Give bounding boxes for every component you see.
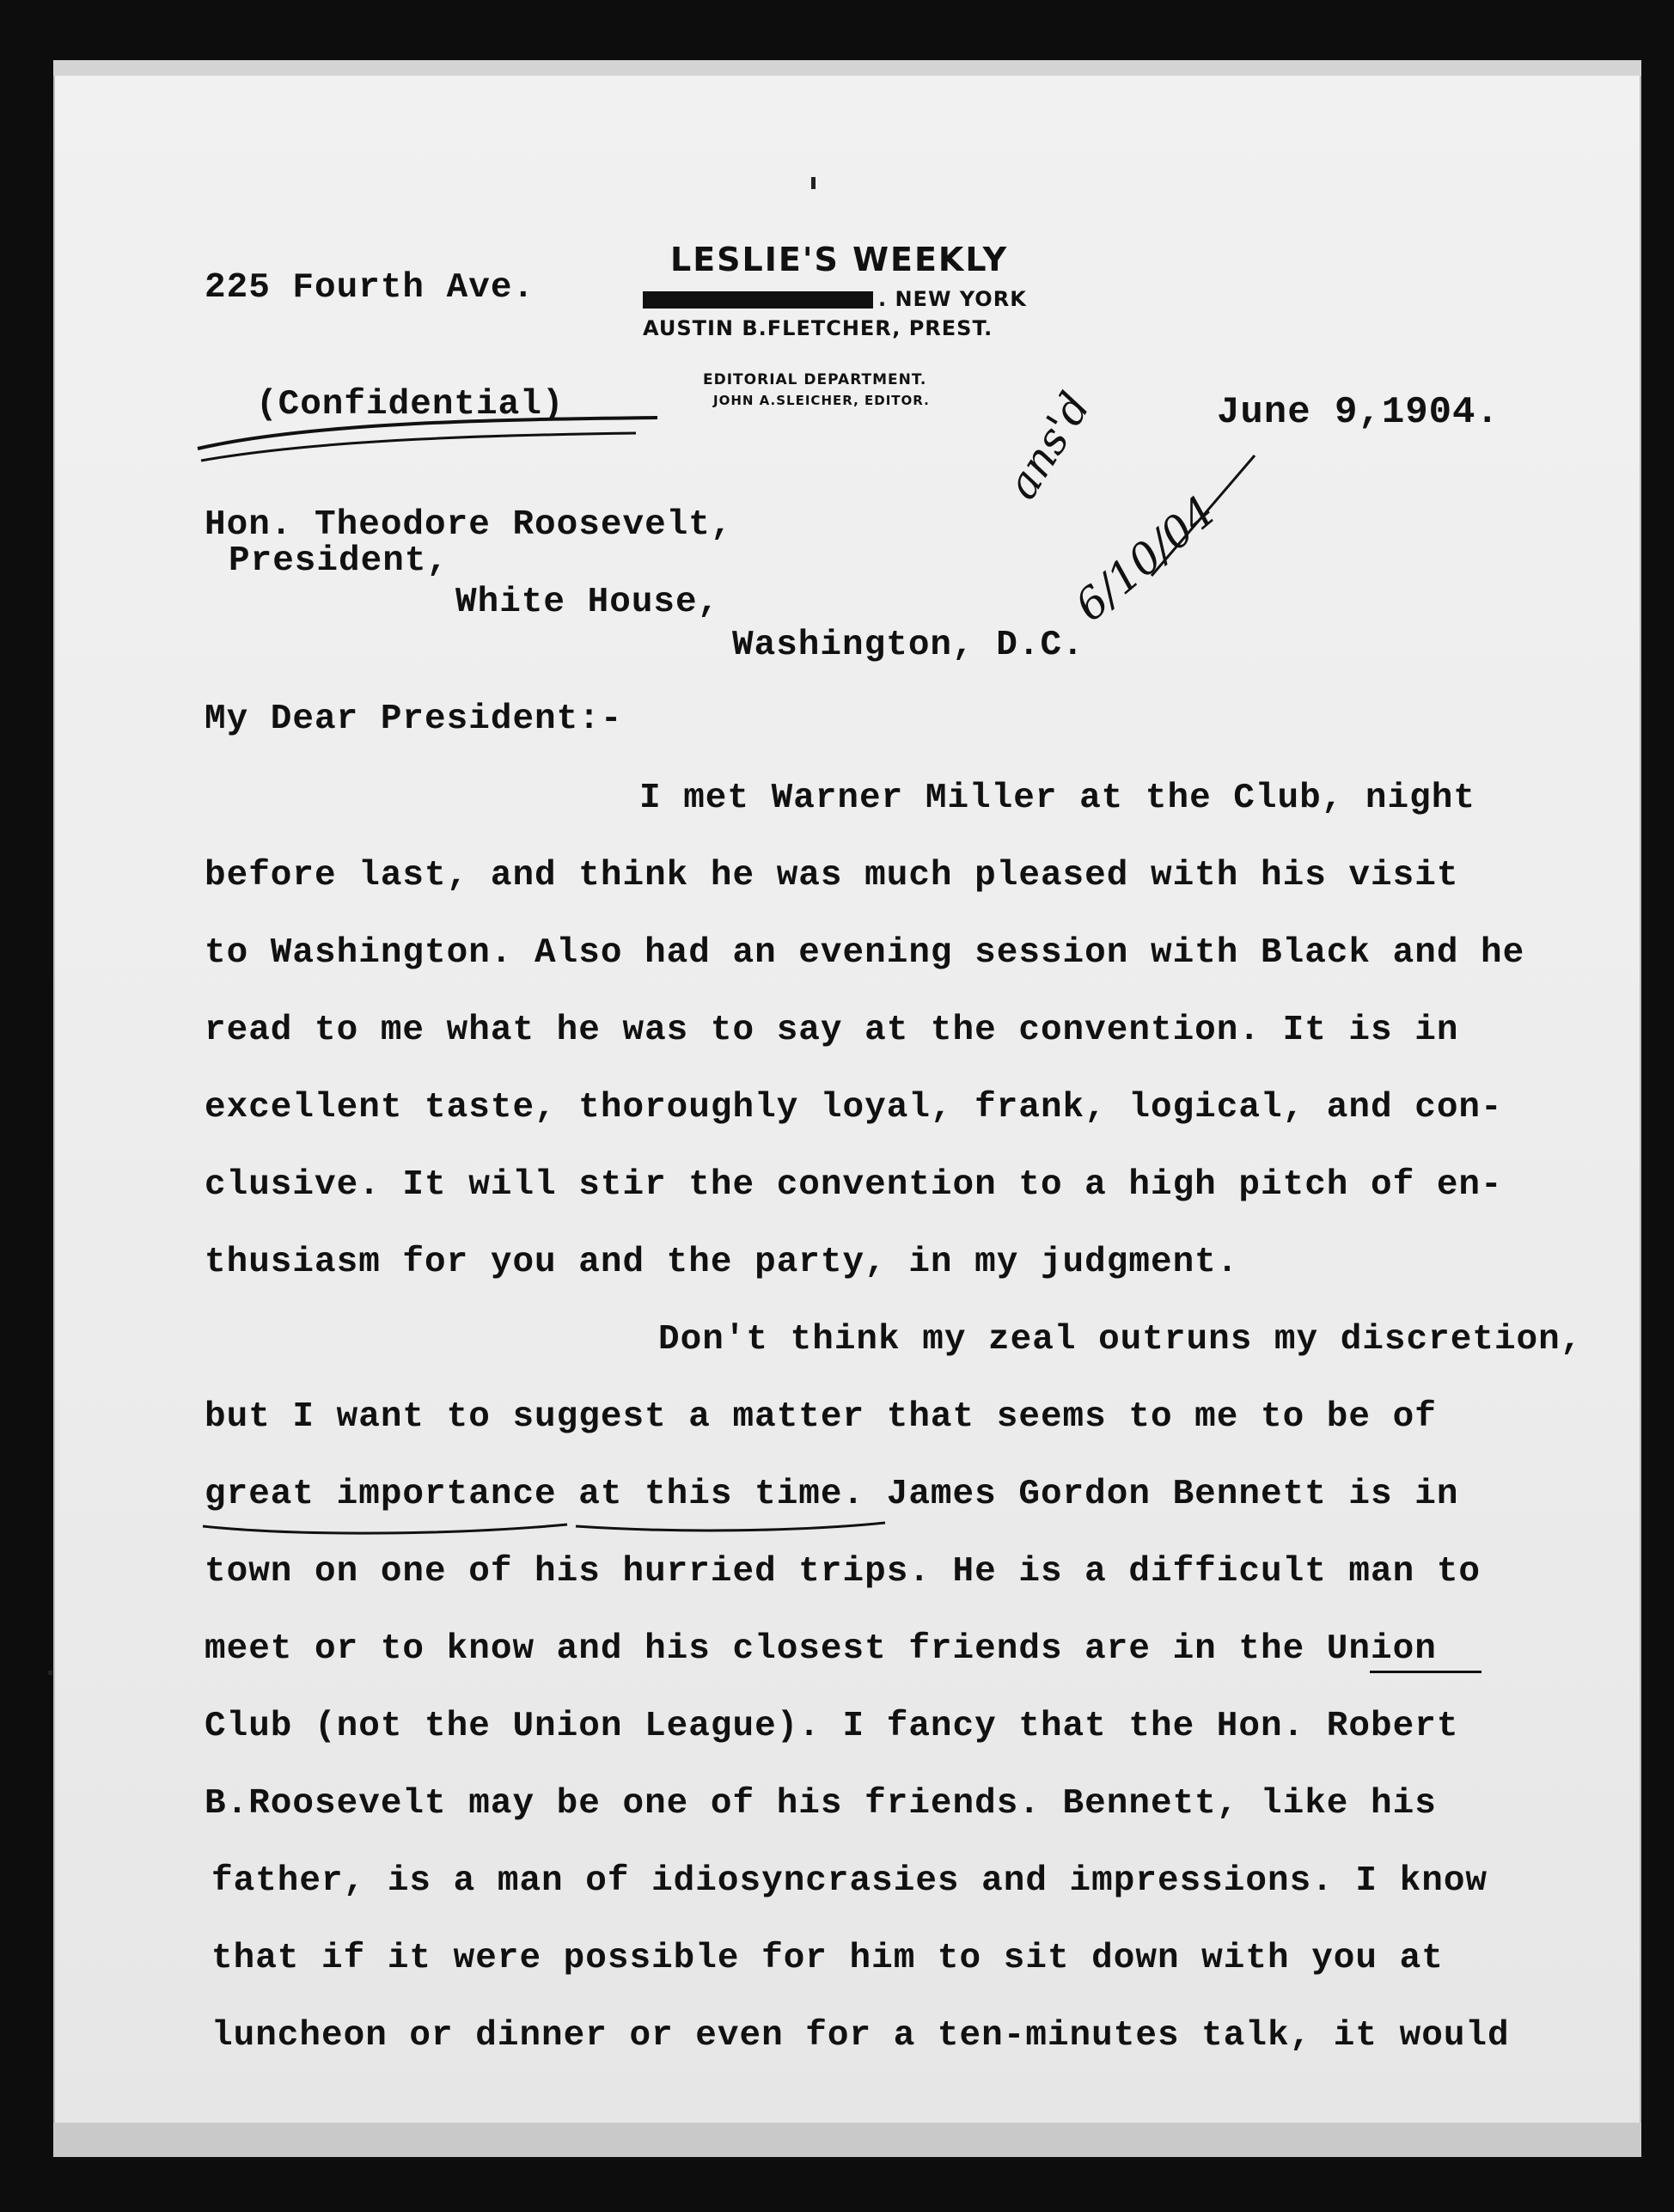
body-line: but I want to suggest a matter that seems to me to be of bbox=[205, 1397, 1437, 1437]
body-line: B.Roosevelt may be one of his friends. Bennett, like his bbox=[205, 1784, 1437, 1824]
body-line: Don't think my zeal outruns my discretion, bbox=[658, 1320, 1583, 1360]
salutation: My Dear President:- bbox=[205, 700, 623, 739]
letter-date: June 9,1904. bbox=[1217, 391, 1500, 434]
recipient-line-2: President, bbox=[229, 541, 449, 581]
page-bottom-edge bbox=[53, 2123, 1641, 2157]
publication-name: LESLIE'S WEEKLY bbox=[670, 241, 1009, 278]
underline-union bbox=[1370, 1671, 1482, 1673]
body-line: luncheon or dinner or even for a ten-minutes talk, it would bbox=[211, 2016, 1510, 2056]
hand-slash-mark bbox=[1143, 447, 1263, 584]
body-line: great importance at this time. James Gordon Bennett is in bbox=[205, 1475, 1459, 1514]
body-line: before last, and think he was much pleased with his visit bbox=[205, 856, 1459, 895]
page-top-edge bbox=[53, 60, 1641, 76]
recipient-line-4: Washington, D.C. bbox=[732, 626, 1084, 665]
body-line: read to me what he was to say at the convention. It is in bbox=[205, 1011, 1459, 1050]
recipient-line-1: Hon. Theodore Roosevelt, bbox=[205, 505, 733, 545]
body-line: father, is a man of idiosyncrasies and impressions. I know bbox=[211, 1861, 1488, 1901]
hand-underline-great-importance bbox=[198, 1511, 902, 1545]
body-line: clusive. It will stir the convention to a high pitch of en- bbox=[205, 1165, 1503, 1205]
body-line: thusiasm for you and the party, in my judgment. bbox=[205, 1243, 1239, 1282]
hand-underline-confidential bbox=[189, 404, 670, 473]
page-speck bbox=[48, 1671, 52, 1675]
body-line: excellent taste, thoroughly loyal, frank, logical, and con- bbox=[205, 1088, 1503, 1127]
sender-address: 225 Fourth Ave. bbox=[205, 268, 535, 308]
publication-city bbox=[643, 287, 1027, 311]
struck-out-text bbox=[643, 291, 873, 309]
body-line: that if it were possible for him to sit down with you at bbox=[211, 1939, 1444, 1978]
editor-name: JOHN A.SLEICHER, EDITOR. bbox=[713, 393, 930, 408]
publication-president: AUSTIN B.FLETCHER, PREST. bbox=[643, 316, 993, 340]
recipient-line-3: White House, bbox=[455, 583, 720, 622]
city-text: . NEW YORK bbox=[878, 287, 1027, 311]
body-line: Club (not the Union League). I fancy that the Hon. Robert bbox=[205, 1707, 1459, 1746]
page-speck bbox=[811, 177, 816, 189]
confidential-label: (Confidential) bbox=[256, 385, 565, 425]
handwritten-annotation-2: 6/10/04 bbox=[1066, 486, 1225, 632]
body-line: meet or to know and his closest friends are in the Union bbox=[205, 1629, 1437, 1669]
body-line: I met Warner Miller at the Club, night bbox=[639, 779, 1475, 818]
handwritten-annotation-1: ans'd bbox=[997, 383, 1100, 508]
editorial-department: EDITORIAL DEPARTMENT. bbox=[703, 371, 927, 388]
body-line: town on one of his hurried trips. He is a difficult man to bbox=[205, 1552, 1482, 1592]
body-line: to Washington. Also had an evening session with Black and he bbox=[205, 933, 1525, 973]
